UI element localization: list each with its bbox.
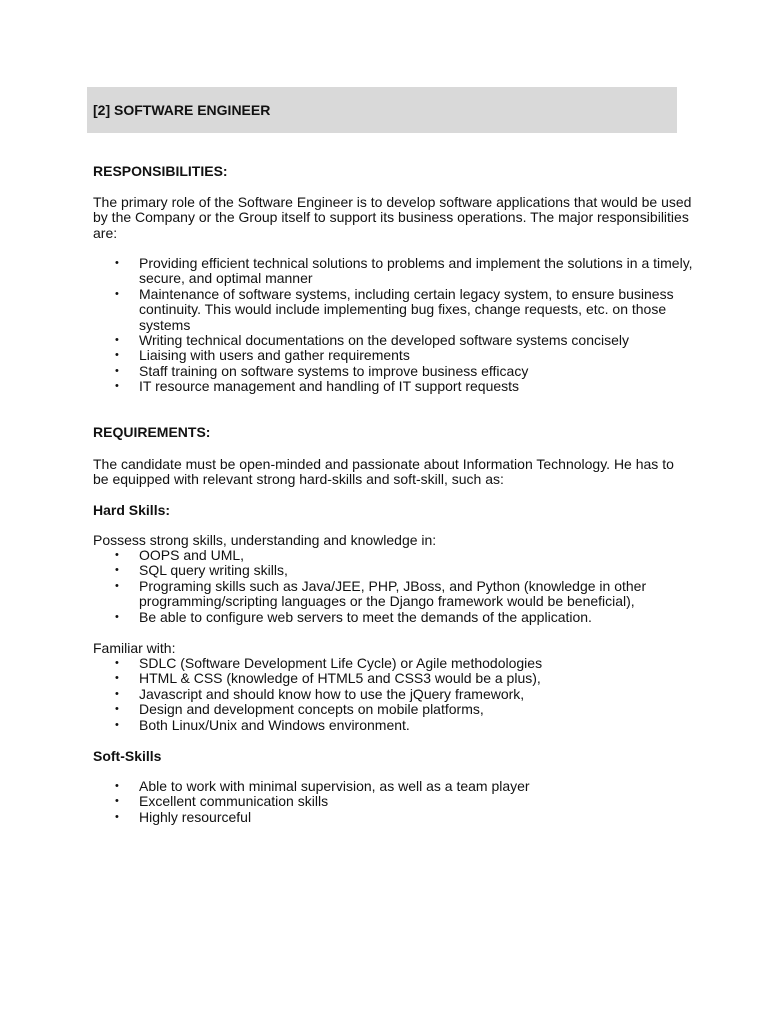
- hard-skills-familiar-list: [93, 656, 693, 733]
- soft-skills-list: [93, 779, 693, 825]
- hard-skills-possess-list: [93, 548, 693, 625]
- list-item: • Design and development concepts on mobile platforms,: [115, 701, 484, 718]
- bullet-icon: •: [115, 549, 119, 561]
- bullet-icon: •: [115, 718, 119, 731]
- bullet-icon: •: [115, 287, 119, 300]
- bullet-icon: •: [115, 795, 119, 808]
- responsibilities-intro: The primary role of the Software Engineer is to develop software applications that would be used by the Company or the Group itself to support its business operations. The major responsibilities are:: [93, 194, 692, 241]
- page-title: [2] SOFTWARE ENGINEER: [93, 102, 271, 118]
- list-item: • Excellent communication skills: [115, 793, 329, 810]
- bullet-icon: •: [115, 579, 119, 592]
- list-item: • Programing skills such as Java/JEE, PHP, JBoss, and Python (knowledge in other programming/scripting languages or the Django framework would be beneficial),: [115, 577, 647, 610]
- list-item: • Javascript and should know how to use the jQuery framework,: [115, 685, 525, 702]
- hard-skills-heading: Hard Skills:: [93, 502, 171, 518]
- list-item: • Both Linux/Unix and Windows environment.: [115, 716, 410, 733]
- list-item: • OOPS and UML,: [115, 547, 245, 563]
- bullet-icon: •: [115, 780, 119, 792]
- bullet-icon: •: [115, 610, 119, 623]
- list-item: • IT resource management and handling of IT support requests: [115, 378, 520, 395]
- list-item: • Able to work with minimal supervision, as well as a team player: [115, 778, 530, 794]
- bullet-icon: •: [115, 564, 119, 577]
- requirements-heading: REQUIREMENTS:: [93, 424, 211, 440]
- hard-skills-possess-intro: Possess strong skills, understanding and knowledge in:: [93, 532, 437, 548]
- requirements-intro: The candidate must be open-minded and passionate about Information Technology. He has to be equipped with relevant strong hard-skills and soft-skill, such as:: [93, 456, 674, 488]
- bullet-icon: •: [115, 380, 119, 393]
- hard-skills-familiar-intro: Familiar with:: [93, 640, 176, 656]
- responsibilities-list: [93, 256, 693, 395]
- bullet-icon: •: [115, 687, 119, 700]
- title-bar: [87, 87, 677, 133]
- bullet-icon: •: [115, 364, 119, 377]
- list-item: • Liaising with users and gather requirements: [115, 347, 410, 364]
- bullet-icon: •: [115, 657, 119, 669]
- list-item: • Be able to configure web servers to meet the demands of the application.: [115, 608, 592, 625]
- list-item: • SDLC (Software Development Life Cycle) or Agile methodologies: [115, 655, 543, 671]
- bullet-icon: •: [115, 257, 119, 269]
- list-item: • Staff training on software systems to improve business efficacy: [115, 362, 529, 379]
- responsibilities-heading: RESPONSIBILITIES:: [93, 163, 228, 179]
- soft-skills-heading: Soft-Skills: [93, 748, 162, 764]
- list-item: • Highly resourceful: [115, 808, 252, 825]
- list-item: • SQL query writing skills,: [115, 562, 288, 579]
- bullet-icon: •: [115, 672, 119, 685]
- list-item: • Writing technical documentations on the developed software systems concisely: [115, 332, 629, 349]
- bullet-icon: •: [115, 349, 119, 362]
- list-item: • Maintenance of software systems, including certain legacy system, to ensure business continuity. This would include implementing bug fixes, change requests, etc. on those systems: [115, 285, 674, 333]
- list-item: • Providing efficient technical solutions to problems and implement the solutions in a timely, secure, and optimal manner: [115, 255, 693, 287]
- bullet-icon: •: [115, 334, 119, 347]
- list-item: • HTML & CSS (knowledge of HTML5 and CSS3 would be a plus),: [115, 670, 541, 687]
- bullet-icon: •: [115, 703, 119, 716]
- bullet-icon: •: [115, 810, 119, 823]
